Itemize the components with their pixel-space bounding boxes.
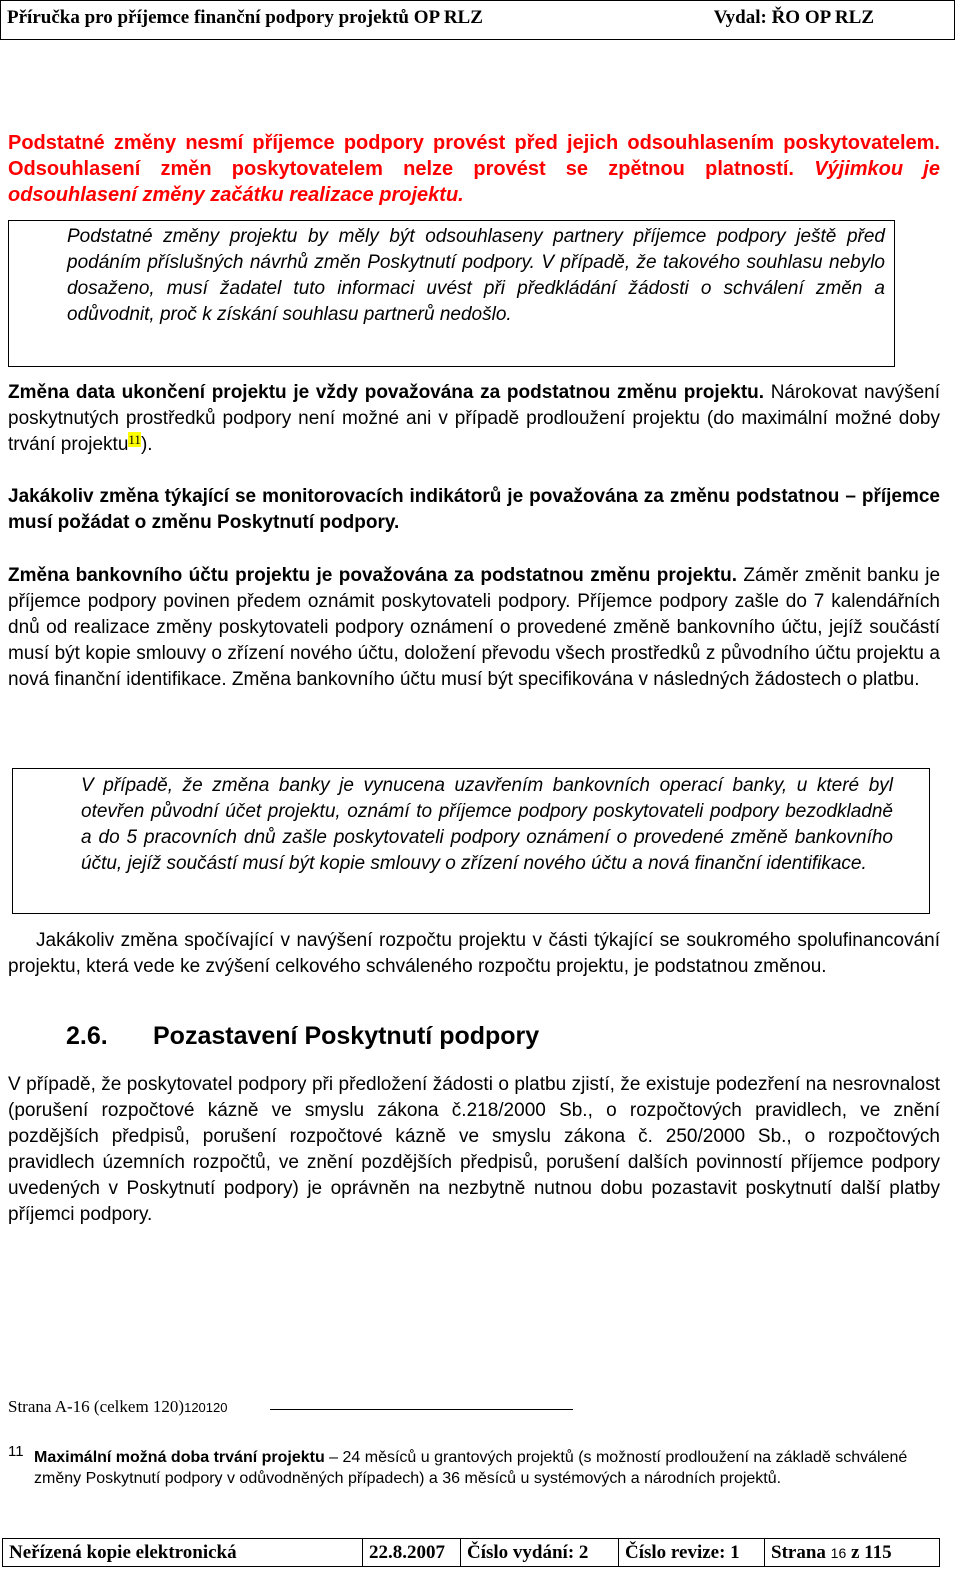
page-reference-small: 120120 — [184, 1400, 228, 1415]
bank-closure-text: V případě, že změna banky je vynucena uzavřením bankovních operací banky, u které byl otevřen původní účet projektu, oznámí to příjemce podpory poskytovateli podpory bezodkladně a do 5 pracovních dnů zašle poskytovateli podpory oznámení o provedené změně bankovního účtu, jejíž součástí musí být kopie smlouvy o zřízení nového účtu a nová finanční identifikace. — [81, 775, 893, 874]
footnote-text: – 24 měsíců u grantových projektů (s možností prodloužení na základě schválené změny Poskytnutí podpory v odůvodněných případech) a 36 měsíců u systémových a národních projektů. — [34, 1449, 908, 1487]
partner-consent-text: Podstatné změny projektu by měly být odsouhlaseny partnery příjemce podpory ještě před podáním příslušných návrhů změn Poskytnutí podpory. V případě, že takového souhlasu nebylo dosaženo, musí žadatel tuto informaci uvést při předkládání žádosti o schválení změn a odůvodnit, proč k získání souhlasu partnerů nedošlo. — [67, 226, 885, 325]
document-header — [0, 0, 955, 40]
footer-table — [2, 1538, 940, 1567]
footer-page-mid: z — [850, 1541, 860, 1563]
section-title: Pozastavení Poskytnutí podpory — [153, 1022, 540, 1050]
footer-page-number: 16 — [830, 1544, 847, 1561]
end-date-text: Nárokovat navýšení poskytnutých prostředků podpory není možné ani v případě prodloužení projektu (do maximální možné doby trvání projektu — [8, 382, 941, 455]
section-number: 2.6. — [66, 1022, 108, 1050]
footer-page-prefix: Strana — [771, 1541, 826, 1563]
end-date-tail: ). — [140, 434, 153, 455]
page-reference-text: Strana A-16 (celkem 120) — [8, 1397, 185, 1416]
bank-account-bold: Změna bankovního účtu projektu je považována za podstatnou změnu projektu. — [8, 565, 737, 586]
indicators-paragraph: Jakákoliv změna týkající se monitorovacích indikátorů je považována za změnu podstatnou – příjemce musí požádat o změnu Poskytnutí podpory. — [8, 486, 940, 533]
end-date-paragraph — [8, 380, 940, 458]
footer-copy: Neřízená kopie elektronická — [3, 1539, 363, 1567]
header-publisher: Vydal: ŘO OP RLZ — [713, 7, 874, 28]
footer-page-total: 115 — [864, 1541, 892, 1563]
footnote-number: 11 — [8, 1443, 24, 1460]
end-date-bold: Změna data ukončení projektu je vždy považována za podstatnou změnu projektu. — [8, 382, 765, 403]
footnote — [8, 1443, 918, 1489]
footer-date: 22.8.2007 — [363, 1539, 461, 1567]
footnote-bold: Maximální možná doba trvání projektu — [34, 1449, 325, 1466]
warning-paragraph — [8, 130, 940, 208]
bank-closure-box — [12, 768, 930, 914]
bank-account-paragraph — [8, 563, 940, 693]
header-title: Příručka pro příjemce finanční podpory projektů OP RLZ — [7, 7, 483, 28]
bank-account-text: Záměr změnit banku je příjemce podpory povinen předem oznámit poskytovateli podpory. Příjemce podpory zašle do 7 kalendářních dnů od realizace změny poskytovateli podpory oznámení o provedené změně bankovního účtu, jejíž součástí musí být kopie smlouvy o zřízení nového účtu, doložení převodu všech prostředků z původního účtu projektu a nová finanční identifikace. Změna bankovního účtu musí být specifikována v následných žádostech o platbu. — [8, 565, 941, 690]
warning-exception: Výjimkou je odsouhlasení změny začátku realizace projektu. — [8, 158, 940, 206]
footnote-ref-11[interactable]: 11 — [128, 432, 141, 447]
footnote-body — [34, 1447, 918, 1489]
section-paragraph: V případě, že poskytovatel podpory při předložení žádosti o platbu zjistí, že existuje podezření na nesrovnalost (porušení rozpočtové kázně ve smyslu zákona č.218/2000 Sb., o rozpočtových pravidlech, ve znění pozdějších předpisů, porušení rozpočtové kázně ve smyslu zákona č. 250/2000 Sb., o rozpočtových pravidlech územních rozpočtů, ve znění pozdějších předpisů, porušení dalších povinností příjemce podpory uvedených v Poskytnutí podpory) je oprávněn na nezbytně nutnou dobu pozastavit poskytnutí další platby příjemci podpory. — [8, 1074, 940, 1225]
footer-issue: Číslo vydání: 2 — [461, 1539, 619, 1567]
budget-paragraph: Jakákoliv změna spočívající v navýšení rozpočtu projektu v části týkající se soukromého spolufinancování projektu, která vede ke zvýšení celkového schváleného rozpočtu projektu, je podstatnou změnou. — [8, 930, 940, 977]
warning-text: Podstatné změny nesmí příjemce podpory provést před jejich odsouhlasením poskytovatelem. Odsouhlasení změn poskytovatelem nelze provést se zpětnou platností. — [8, 132, 940, 180]
page-reference — [8, 1397, 227, 1417]
footnote-separator — [270, 1409, 573, 1410]
partner-consent-box — [8, 220, 895, 367]
footer-page — [765, 1539, 940, 1567]
footer-revision: Číslo revize: 1 — [619, 1539, 765, 1567]
